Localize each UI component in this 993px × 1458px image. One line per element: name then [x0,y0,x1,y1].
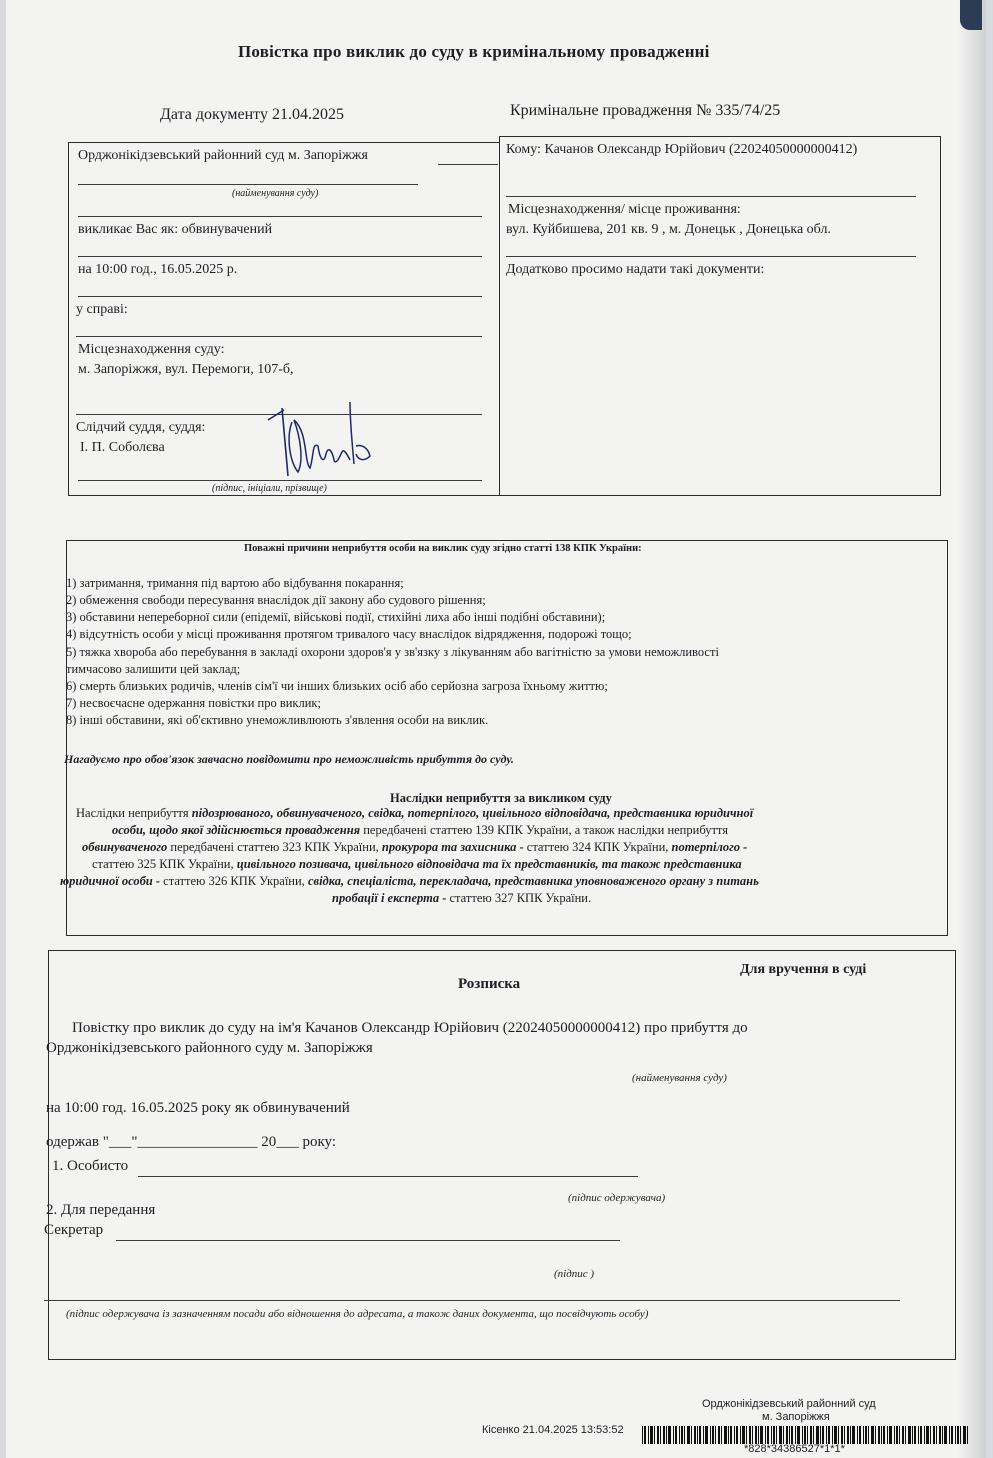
consequences-text: статтею 325 КПК України, [92,857,237,871]
judge-signature [264,402,376,484]
receipt-line-3: на 10:00 год. 16.05.2025 року як обвинувачений [46,1100,350,1116]
summons-sheet [6,0,986,1458]
page-corner [960,0,982,30]
residence-label: Місцезнаходження/ місце проживання: [508,202,741,217]
consequences-emphasis: підозрюваного, обвинуваченого, свідка, потерпілого, цивільного відповідача, представника юридичної [191,806,754,820]
case-number: Кримінальне провадження № 335/74/25 [510,102,781,119]
reasons-heading: Поважні причини неприбуття особи на виклик суду згідно статті 138 КПК України: [244,543,642,554]
consequences-emphasis: потерпілого - [671,840,748,854]
personal-signature-line [138,1176,638,1177]
divider-line [506,196,916,197]
reason-item: 4) відсутність особи у місці проживання протягом тривалого часу внаслідок відрядження, подорожі тощо; [66,627,632,641]
reason-item-continued: тимчасово залишити цей заклад; [66,662,241,676]
court-name-underline-tail [438,164,498,165]
receipt-line-2: Орджонікідзевського районного суду м. Запоріжжя [46,1040,373,1056]
case-label: у справі: [76,302,128,317]
secretary-signature-line [116,1240,620,1241]
divider-line [78,256,482,257]
reminder-note: Нагадуємо про обов'язок завчасно повідомити про неможливість прибуття до суду. [64,752,514,766]
footnote-line [44,1300,900,1301]
consequences-text: передбачені статтею 139 КПК України, а також наслідки неприбуття [360,823,728,837]
reason-item: 1) затримання, тримання під вартою або відбування покарання; [66,576,404,590]
reason-item: 5) тяжка хвороба або перебування в закладі охорони здоров'я у зв'язку з лікуванням або вагітністю за умови неможливості [66,645,719,659]
stamp-clerk-timestamp: Кісенко 21.04.2025 13:53:52 [482,1424,624,1436]
divider-line [76,336,482,337]
receipt-footnote: (підпис одержувача із зазначенням посади або відношення до адресата, а також даних документа, що посвідчують особу) [66,1308,649,1320]
consequences-line-4 [92,857,742,872]
consequences-text: Наслідки неприбуття [76,806,192,820]
court-location-value: м. Запоріжжя, вул. Перемоги, 107-б, [78,362,294,377]
consequences-heading: Наслідки неприбуття за викликом суду [390,791,612,805]
receipt-tag: Для вручення в суді [740,962,867,977]
document-barcode [642,1426,972,1444]
court-name: Орджонікідзевський районний суд м. Запоріжжя [78,148,368,163]
transfer-label: 2. Для передання [46,1202,156,1218]
court-name-line [78,184,418,185]
consequences-line-1 [76,806,753,821]
consequences-text: статтею 327 КПК України. [446,891,592,905]
consequences-text: передбачені статтею 323 КПК України, [167,840,382,854]
reason-item: 3) обставини непереборної сили (епідемії, військові події, стихійні лиха або інші подібні обставини); [66,610,606,624]
divider-line [506,256,916,257]
recipient-name: Кому: Качанов Олександр Юрійович (22024050000000412) [506,142,858,157]
receipt-title: Розписка [458,976,521,992]
consequences-line-5 [60,874,759,889]
secretary-label: Секретар [44,1222,104,1238]
summons-as-field: викликає Вас як: обвинувачений [78,222,273,237]
judge-label: Слідчий суддя, суддя: [76,420,206,435]
consequences-emphasis: пробації і експерта - [332,891,447,905]
divider-line [78,296,482,297]
barcode-code: *828*34386527*1*1* [744,1443,845,1455]
divider-line [78,216,482,217]
signature-caption: (підпис, ініціали, прізвище) [212,483,327,494]
document-title: Повістка про виклик до суду в кримінальному провадженні [238,42,710,61]
reason-item: 7) несвоєчасне одержання повістки про виклик; [66,696,321,710]
consequences-emphasis: юридичної особи - [60,874,161,888]
stamp-court-city: м. Запоріжжя [762,1411,830,1423]
personal-receipt-label: 1. Особисто [52,1158,129,1174]
recipient-signature-caption: (підпис одержувача) [568,1192,666,1204]
consequences-line-3 [82,840,747,855]
document-date: Дата документу 21.04.2025 [160,106,344,123]
reason-item: 2) обмеження свободи пересування внаслідок дії закону або судового рішення; [66,593,486,607]
consequences-emphasis: особи, щодо якої здійснюється провадження [112,823,361,837]
residence-value: вул. Куйбишева, 201 кв. 9 , м. Донецьк , Донецька обл. [506,222,831,237]
consequences-emphasis: свідка, спеціаліста, перекладача, представника уповноваженого органу з питань [307,874,759,888]
received-date-field: одержав "___"________________ 20___ року: [46,1134,337,1150]
judge-name: І. П. Соболєва [80,440,165,455]
reason-item: 6) смерть близьких родичів, членів сім'ї чи інших близьких осіб або серйозна загроза їхньому життю; [66,679,608,693]
consequences-text: статтею 326 КПК України, [160,874,308,888]
consequences-line-2 [112,823,728,838]
receipt-court-caption: (найменування суду) [632,1072,727,1084]
reason-item: 8) інші обставини, які об'єктивно унеможливлюють з'явлення особи на виклик. [66,713,489,727]
court-caption: (найменування суду) [232,188,319,199]
consequences-text: статтею 324 КПК України, [523,840,672,854]
consequences-emphasis: обвинуваченого [82,840,168,854]
consequences-emphasis: прокурора та захисника - [381,840,524,854]
receipt-box [48,950,956,1360]
datetime-field: на 10:00 год., 16.05.2025 р. [78,262,238,277]
stamp-court-name: Орджонікідзевський районний суд [702,1398,876,1410]
secretary-signature-caption: (підпис ) [554,1268,595,1280]
court-location-label: Місцезнаходження суду: [78,342,225,357]
page-edge-shadow [958,0,986,1458]
consequences-line-6 [332,891,591,906]
receipt-line-1: Повістку про виклик до суду на ім'я Качанов Олександр Юрійович (22024050000000412) про прибуття до [72,1020,748,1036]
recipient-info-box [499,136,941,496]
additional-documents-label: Додатково просимо надати такі документи: [506,262,765,277]
consequences-emphasis: цивільного позивача, цивільного відповідача та їх представників, та також представника [236,857,742,871]
